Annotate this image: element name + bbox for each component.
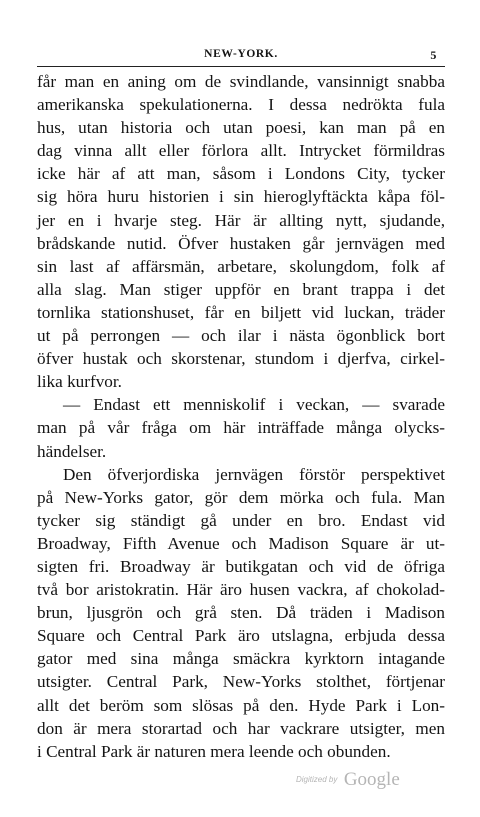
header-rule [37,66,445,67]
digitized-watermark [296,769,400,791]
text-line: jer en i hvarje steg. Här är allting nytt, sjudande, [37,210,445,230]
text-line: icke här af att man, såsom i Londons City, tycker [37,164,445,184]
text-line: får man en aning om de svindlande, vansinnigt snabba [37,72,445,91]
text-line: två bor aristokratin. Här äro husen vackra, af chokolad- [37,580,445,600]
text-line: Den öfverjordiska jernvägen förstör perspektivet [63,464,445,484]
text-line: händelser. [37,441,107,461]
text-line: brådskande nutid. Öfver hustaken går jernvägen med [37,233,445,253]
watermark-brand: Google [343,769,400,790]
text-line: man på vår fråga om här inträffade många olycks- [37,418,445,438]
running-title: NEW-YORK. [204,48,278,60]
text-line: ut på perrongen — och ilar i nästa ögonblick bort [37,326,445,346]
text-line: dag vinna allt eller förlora allt. Intrycket förmildras [37,141,445,161]
body-text [37,70,445,763]
paragraph [37,393,445,462]
text-line: öfver hustak och skorstenar, stundom i djerfva, cirkel- [37,349,445,369]
text-line: lika kurfvor. [37,372,122,392]
running-head [37,48,445,64]
text-line: utsigter. Central Park, New-Yorks stolthet, förtjenar [37,672,445,692]
text-line: — Endast ett menniskolif i veckan, — svarade [63,395,445,415]
text-line: alla slag. Man stiger uppför en brant trappa i det [37,279,445,299]
page-number: 5 [430,48,437,62]
text-line: allt det beröm som slösas på den. Hyde Park i Lon- [37,695,445,715]
text-line: gator med sina många smäckra kyrktorn intagande [37,649,445,669]
text-line: hus, utan historia och utan poesi, kan man på en [37,118,445,138]
text-line: brun, ljusgrön och grå sten. Då träden i Madison [37,603,445,623]
text-line: tornlika stationshuset, får en biljett vid luckan, träder [37,302,445,322]
text-line: Square och Central Park äro utslagna, erbjuda dessa [37,626,445,646]
text-line: tycker sig ständigt gå under en bro. Endast vid [37,510,445,530]
text-line: amerikanska spekulationerna. I dessa nedrökta fula [37,95,445,115]
text-line: sin last af affärsmän, arbetare, skolungdom, folk af [37,256,445,276]
text-line: sig höra huru historien i sin hieroglyftäckta kåpa föl- [37,187,445,207]
text-line: i Central Park är naturen mera leende och obunden. [37,741,391,761]
text-line: Broadway, Fifth Avenue och Madison Square är ut- [37,533,445,553]
text-line: sigten fri. Broadway är butikgatan och vid de öfriga [37,556,445,576]
paragraph [37,70,445,393]
text-line: don är mera storartad och har vackrare utsigter, men [37,718,445,738]
watermark-prefix: Digitized by [296,775,338,784]
paragraph [37,463,445,763]
text-line: på New-Yorks gator, gör dem mörka och fula. Man [37,487,445,507]
